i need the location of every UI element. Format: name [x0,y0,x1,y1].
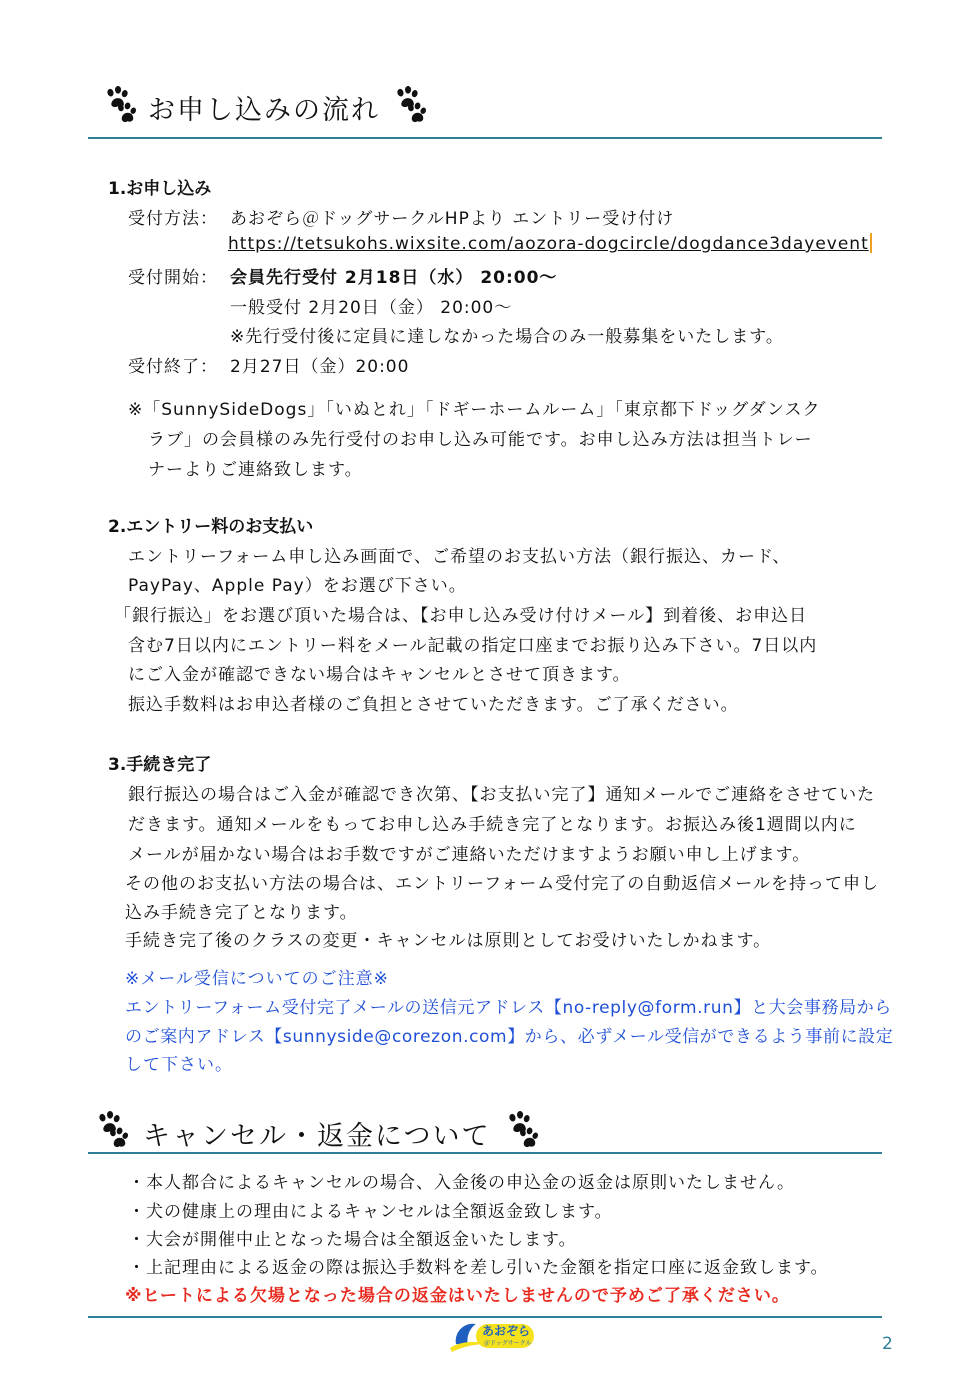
section-divider [88,137,882,139]
payment-line1: エントリーフォーム申し込み画面で、ご希望のお支払い方法（銀行振込、カード、 [128,547,791,567]
member-note-line1: ※「SunnySideDogs」「いぬとれ」「ドギーホームルーム」「東京都下ドッグダンスク [128,400,821,420]
page-number: 2 [882,1334,893,1354]
payment-line3: 「銀行振込」をお選び頂いた場合は、【お申し込み受け付けメール】到着後、お申込日 [114,606,808,626]
reception-method-label: 受付方法： [128,209,218,229]
logo-text: あおぞら [482,1324,531,1338]
aozora-logo [446,1318,538,1352]
payment-line2: PayPay、Apple Pay）をお選び下さい。 [128,576,467,596]
mail-note-line2: のご案内アドレス【sunnyside@corezon.com】から、必ずメール受信ができるよう事前に設定 [125,1027,894,1047]
completion-line2: だきます。通知メールをもってお申し込み手続き完了となります。お振込み後1週間以内に [128,815,857,835]
completion-line4: その他のお支払い方法の場合は、エントリーフォーム受付完了の自動返信メールを持って申し [125,874,879,894]
reception-end-text: 2月27日（金）20:00 [230,357,410,377]
refund-item: ・本人都合によるキャンセルの場合、入金後の申込金の返金は原則いたしません。 [128,1173,796,1193]
completion-line1: 銀行振込の場合はご入金が確認でき次第、【お支払い完了】通知メールでご連絡をさせていた [128,785,876,805]
paw-icon [92,1111,130,1149]
refund-item: ・上記理由による返金の際は振込手数料を差し引いた金額を指定口座に返金致します。 [128,1258,829,1278]
payment-line5: にご入金が確認できない場合はキャンセルとさせて頂きます。 [128,665,631,685]
paw-icon [100,86,138,124]
section-divider [88,1152,882,1154]
member-note-line2: ラブ」の会員様のみ先行受付のお申し込み可能です。お申し込み方法は担当トレー [148,430,813,450]
step3-heading: 3.手続き完了 [108,755,212,775]
payment-line4: 含む7日以内にエントリー料をメール記載の指定口座までお振り込み下さい。7日以内 [128,636,818,656]
mail-note-line1: エントリーフォーム受付完了メールの送信元アドレス【no-reply@form.run】と大会事務局から [125,998,892,1018]
reception-method-text: あおぞら＠ドッグサークルHPより エントリー受け付け [230,209,675,229]
step1-heading: 1.お申し込み [108,179,212,199]
refund-item: ・犬の健康上の理由によるキャンセルは全額返金致します。 [128,1202,613,1222]
heat-refund-warning: ※ヒートによる欠場となった場合の返金はいたしませんので予めご了承ください。 [125,1286,790,1306]
section-title-application-flow: お申し込みの流れ [148,95,380,126]
general-reception: 一般受付 2月20日（金） 20:00～ [230,298,513,318]
member-early-reception: 会員先行受付 2月18日（水） 20:00～ [230,268,558,288]
logo-subtext: ＠ドッグサークル [484,1340,532,1347]
mail-note-title: ※メール受信についてのご注意※ [125,969,389,989]
mail-note-line3: して下さい。 [125,1055,233,1075]
text-cursor [870,233,872,253]
reception-end-label: 受付終了： [128,357,218,377]
payment-line6: 振込手数料はお申込者様のご負担とさせていただきます。ご了承ください。 [128,695,739,715]
reception-start-label: 受付開始： [128,268,218,288]
section-title-cancel-refund: キャンセル・返金について [143,1121,491,1152]
completion-line5: 込み手続き完了となります。 [125,903,358,923]
refund-item: ・大会が開催中止となった場合は全額返金いたします。 [128,1230,577,1250]
general-reception-note: ※先行受付後に定員に達しなかった場合のみ一般募集をいたします。 [230,327,784,347]
step2-heading: 2.エントリー料のお支払い [108,517,314,537]
completion-line6: 手続き完了後のクラスの変更・キャンセルは原則としてお受けいたしかねます。 [125,931,772,951]
paw-icon [502,1111,540,1149]
paw-icon [390,86,428,124]
entry-url-link[interactable]: https://tetsukohs.wixsite.com/aozora-dogcircle/dogdance3dayevent [228,234,869,254]
entry-url-line [228,233,872,254]
completion-line3: メールが届かない場合はお手数ですがご連絡いただけますようお願い申し上げます。 [128,845,811,865]
member-note-line3: ナーよりご連絡致します。 [148,460,363,480]
